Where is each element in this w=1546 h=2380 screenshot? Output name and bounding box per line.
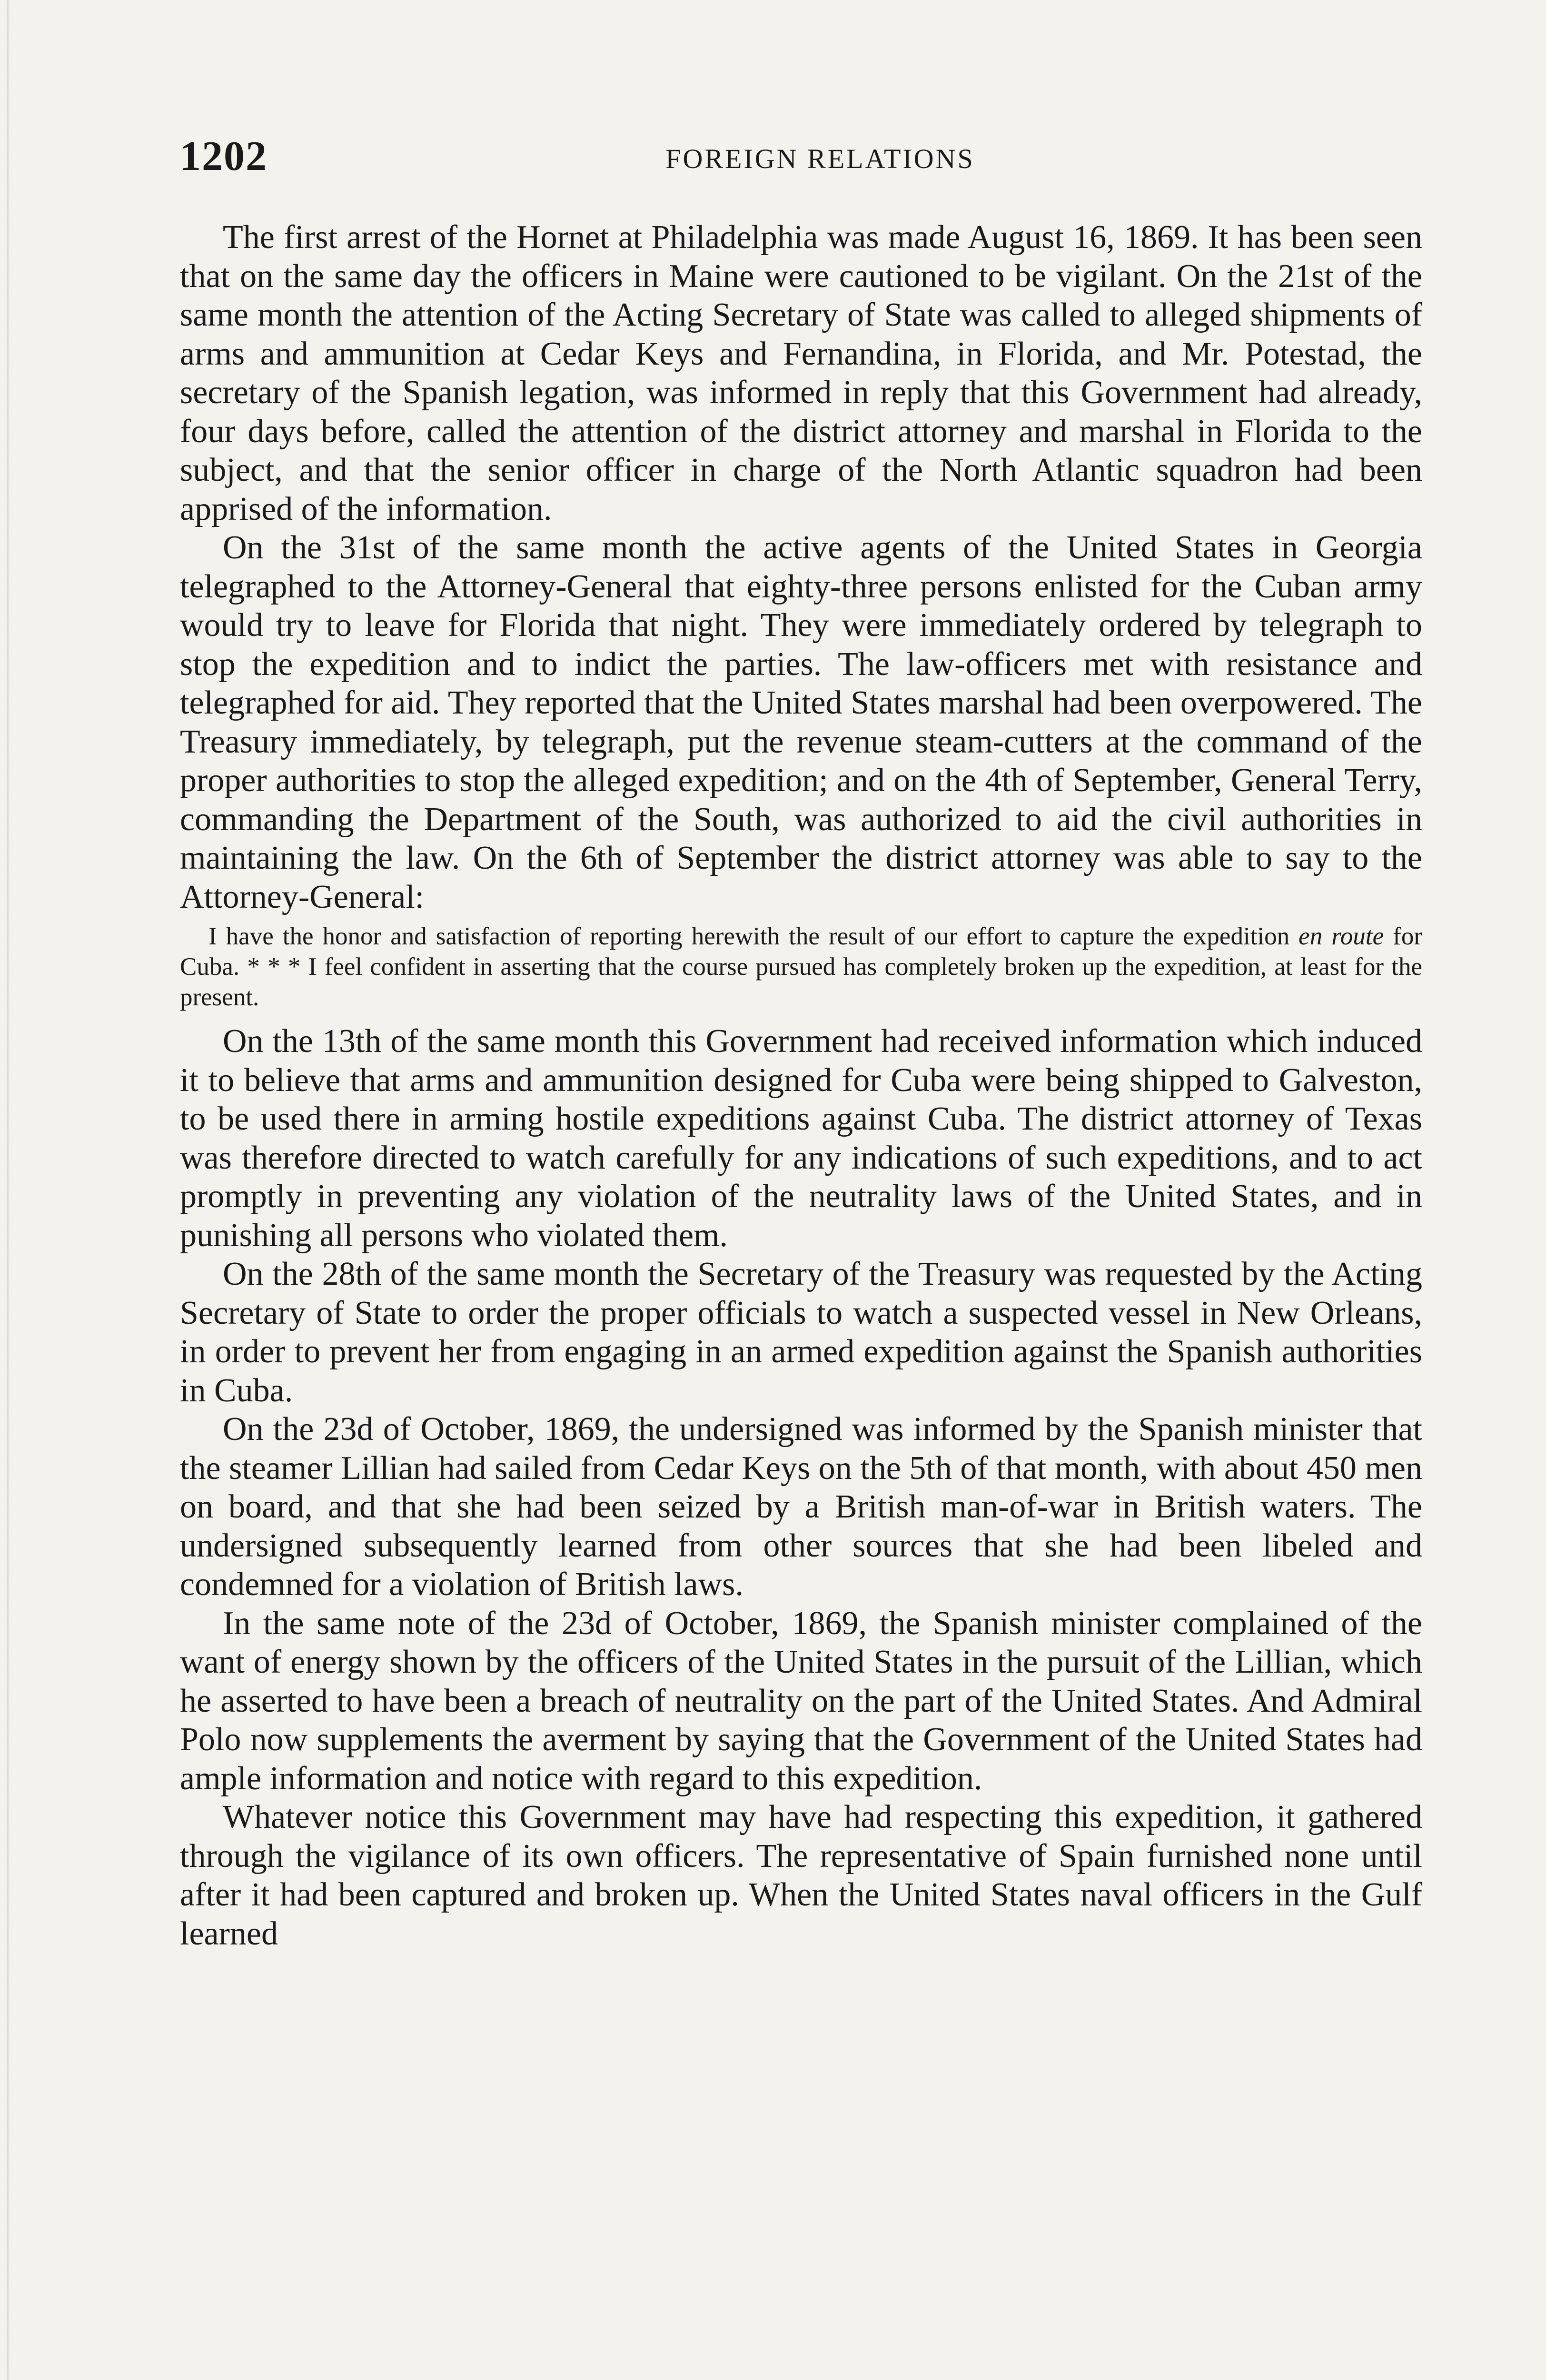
paragraph-georgia-expedition: On the 31st of the same month the active agents of the United States in Georgia telegraphed to the Attorney-General that eighty-three persons enlisted for the Cuban army would try to leave for Florida that night. They were immediately ordered by telegraph to stop the expedition and to indict the parties. The law-officers met with resistance and telegraphed for aid. They reported that the United States marshal had been overpowered. The Treasury immediately, by telegraph, put the revenue steam-cutters at the command of the proper authorities to stop the alleged expedition; and on the 4th of September, General Terry, commanding the Department of the South, was authorized to aid the civil authorities in maintaining the law. On the 6th of September the district attorney was able to say to the Attorney-General:: [180, 529, 1422, 915]
quote-text-start: I have the honor and satisfaction of reporting herewith the result of our effort to capture the expedition: [208, 922, 1299, 950]
quote-italic-phrase: en route: [1298, 922, 1384, 950]
block-quote-district-attorney: [180, 921, 1422, 1012]
paragraph-galveston-arms: On the 13th of the same month this Government had received information which induced it to believe that arms and ammunition designed for Cuba were being shipped to Galveston, to be used there in arming hostile expeditions against Cuba. The district attorney of Texas was therefore directed to watch carefully for any indications of such expeditions, and to act promptly in preventing any violation of the neutrality laws of the United States, and in punishing all persons who violated them.: [180, 1023, 1422, 1254]
running-title: FOREIGN RELATIONS: [665, 143, 975, 174]
paragraph-hornet-arrest: The first arrest of the Hornet at Philadelphia was made August 16, 1869. It has been seen that on the same day the officers in Maine were cautioned to be vigilant. On the 21st of the same month the attention of the Acting Secretary of State was called to alleged shipments of arms and ammunition at Cedar Keys and Fernandina, in Florida, and Mr. Potestad, the secretary of the Spanish legation, was informed in reply that this Government had already, four days before, called the attention of the district attorney and marshal in Florida to the subject, and that the senior officer in charge of the North Atlantic squadron had been apprised of the information.: [180, 219, 1422, 527]
quote-text-end: for Cuba. * * * I feel confident in asserting that the course pursued has completely broken up the expedition, at least for the present.: [180, 922, 1422, 1011]
paragraph-steamer-lillian: On the 23d of October, 1869, the undersigned was informed by the Spanish minister that the steamer Lillian had sailed from Cedar Keys on the 5th of that month, with about 450 men on board, and that she had been seized by a British man-of-war in British waters. The undersigned subsequently learned from other sources that she had been libeled and condemned for a violation of British laws.: [180, 1411, 1422, 1603]
page-number: 1202: [180, 133, 268, 179]
paragraph-spanish-complaint: In the same note of the 23d of October, 1869, the Spanish minister complained of the want of energy shown by the officers of the United States in the pursuit of the Lillian, which he asserted to have been a breach of neutrality on the part of the United States. And Admiral Polo now supplements the averment by saying that the Government of the United States had ample information and notice with regard to this expedition.: [180, 1605, 1422, 1797]
paragraph-new-orleans-vessel: On the 28th of the same month the Secretary of the Treasury was requested by the Acting Secretary of State to order the proper officials to watch a suspected vessel in New Orleans, in order to prevent her from engaging in an armed expedition against the Spanish authorities in Cuba.: [180, 1256, 1422, 1409]
body-text: [180, 218, 1422, 1953]
paragraph-government-notice: Whatever notice this Government may have had respecting this expedition, it gathered through the vigilance of its own officers. The representative of Spain furnished none until after it had been captured and broken up. When the United States naval officers in the Gulf learned: [180, 1799, 1422, 1952]
page-edge-shadow: [7, 0, 10, 2380]
running-head: [180, 132, 1422, 185]
